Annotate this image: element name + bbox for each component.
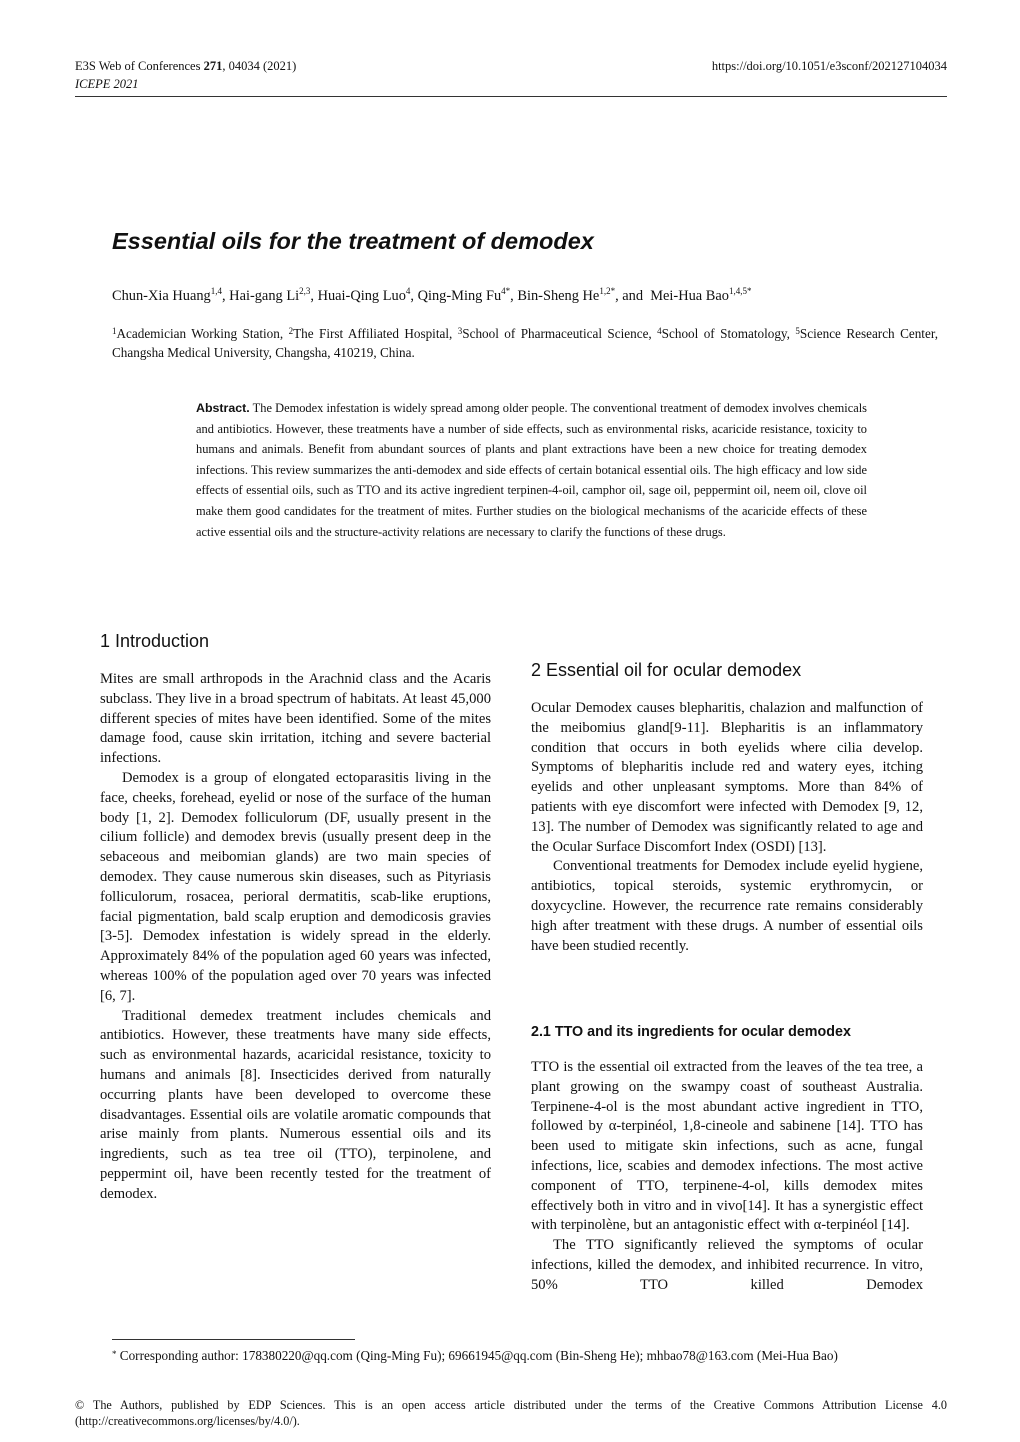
subsection-heading-tto: 2.1 TTO and its ingredients for ocular demodex: [531, 1024, 851, 1040]
paragraph: TTO is the essential oil extracted from the leaves of the tea tree, a plant growing on the swampy coast of southeast Australia. Terpinene-4-ol is the most abundant active ingredient in TTO, followed by α-terpinéol, 1,8-cineole and sabinene [14]. TTO has been used to mitigate skin infections, such as acne, fungal infections, lice, scabies and demodex infections. The most active component of TTO, terpinene-4-ol, kills demodex mites effectively both in vitro and in vivo[14]. It has a synergistic effect with terpinolène, but an antagonistic effect with α-terpinéol [14].: [531, 1059, 923, 1234]
license-notice: © The Authors, published by EDP Sciences. This is an open access article distributed under the terms of the Creative Commons Attribution License 4.0 (http://creativecommons.org/licenses/by/4.0/).: [75, 1398, 947, 1428]
paragraph: Mites are small arthropods in the Arachnid class and the Acaris subclass. They live in a broad spectrum of habitats. At least 45,000 different species of mites have been identified. Some of the mites damage food, cause skin irritation, itching and severe bacterial infections.: [100, 671, 491, 767]
author: Hai-gang Li$^{2,3}$,: [229, 286, 318, 304]
author: Qing-Ming $Fu^{4*}$,: [417, 286, 518, 304]
footnote-corresponding-author: * Corresponding author: 178380220@qq.com (Qing-Ming Fu); 69661945@qq.com (Bin-Sheng He); mhbao78@163.com (Mei-Hua Bao): [112, 1348, 838, 1363]
doi-link[interactable]: https://doi.org/10.1051/e3sconf/202127104034: [711, 59, 947, 73]
affiliations: $^1$Academician Working Station, $^2$The First Affiliated Hospital, $^3$School of Pharmaceutical Science, $^4$School of Stomatology, $^5$Science Research Center, Changsha Medical University, Changsha, 410219, China.: [112, 326, 938, 360]
paragraph: Demodex is a group of elongated ectoparasitis living in the face, cheeks, forehead, eyelid or nose of the surface of the human body [1, 2]. Demodex folliculorum (DF, usually present in the cilium follicle) and demodex brevis (usually present deep in the sebaceous and meibomian glands) are two main species of demodex. They cause numerous skin diseases, such as Pityriasis folliculorum, rosacea, perioral dermatitis, scab-like eruptions, facial pigmentation, bald scalp eruption and demodicosis gravies [3-5]. Demodex infestation is widely spread in the elderly. Approximately 84% of the population aged 60 years was infected, whereas 100% of the population aged over 70 years was infected [6, 7].: [100, 769, 491, 1004]
abstract-text: The Demodex infestation is widely spread among older people. The conventional treatment of demodex involves chemicals and antibiotics. However, these treatments have a number of side effects, such as environmental risks, acaricide resistance, toxicity to humans and animals. Benefit from abundant sources of plants and plant extractions have been a new choice for treating demodex infections. This review summarizes the anti-demodex and side effects of certain botanical essential oils. The high efficacy and low side effects of essential oils, such as TTO and its active ingredient terpinen-4-oil, camphor oil, sage oil, peppermint oil, neem oil, clove oil make them good candidates for the treatment of mites. Further studies on the biological mechanisms of the acaricide effects of these active essential oils and the structure-activity relations are necessary to clarify the functions of these drugs.: [196, 401, 867, 539]
footnote-rule: [112, 1339, 355, 1340]
author-list: [112, 288, 751, 305]
left-column: [100, 670, 491, 1205]
author: Mei-Hua Bao$^{1,4,5*}$: [650, 286, 752, 304]
running-header-conference: ICEPE 2021: [75, 77, 139, 91]
paragraph: Traditional demedex treatment includes chemicals and antibiotics. However, these treatments have many side effects, such as environmental hazards, acaricidal resistance, toxicity to humans and animals [8]. Insecticides derived from naturally occurring plants have been developed to overcome these disadvantages. Essential oils are volatile aromatic compounds that arise mainly from plants. Numerous essential oils and its ingredients, such as tea tree oil (TTO), terpinolene, and peppermint oil, have been recently tested for the treatment of demodex.: [100, 1007, 491, 1202]
author: Bin-Sheng $He^{1,2*}$, and: [517, 286, 651, 304]
section-heading-introduction: 1 Introduction: [100, 631, 210, 651]
paragraph: Ocular Demodex causes blepharitis, chalazion and malfunction of the meibomius gland[9-11]. Blepharitis is an inflammatory condition that occurs in both eyelids where cilia develop. Symptoms of blepharitis include red and watery eyes, itching eyelids and other unpleasant symptoms. More than 84% of patients with eye discomfort were infected with Demodex [9, 12, 13]. The number of Demodex was significantly related to age and the Ocular Surface Discomfort Index (OSDI) [13].: [531, 700, 923, 855]
author: Huai-Qing Luo$^4$,: [317, 286, 418, 304]
running-header-journal: E3S Web of Conferences 271, 04034 (2021): [75, 59, 297, 73]
right-column-section2: [531, 699, 923, 956]
paragraph: Conventional treatments for Demodex include eyelid hygiene, antibiotics, topical steroids, systemic erythromycin, or doxycycline. However, the recurrence rate remains considerably high after treatment with these drugs. A number of essential oils have been studied recently.: [531, 858, 923, 954]
section-heading-essential-oil: 2 Essential oil for ocular demodex: [531, 660, 802, 680]
author: Chun-Xia Huang$^{1,4}$,: [112, 286, 230, 304]
abstract-label: Abstract.: [196, 401, 250, 415]
right-column-section21: [531, 1058, 923, 1296]
paper-title: Essential oils for the treatment of demodex: [112, 228, 594, 254]
paragraph: The TTO significantly relieved the symptoms of ocular infections, killed the demodex, and inhibited recurrence. In vitro, 50% TTO killed Demodex: [531, 1237, 923, 1293]
header-rule: [75, 96, 947, 97]
abstract: [196, 398, 867, 542]
